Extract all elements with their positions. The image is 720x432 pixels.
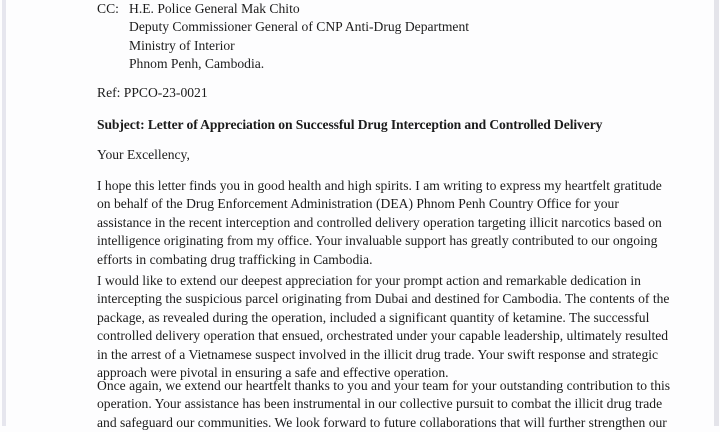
- paragraph-2: [97, 272, 697, 382]
- page-edge-left: [2, 0, 6, 426]
- salutation: Your Excellency,: [97, 147, 190, 162]
- paragraph-line: and safeguard our communities. We look forward to future collaborations that will further strengthen our: [97, 414, 667, 430]
- paragraph-line: in the arrest of a Vietnamese suspect involved in the illicit drug trade. Your swift response and strategic: [97, 346, 659, 362]
- paragraph-line: operation. Your assistance has been instrumental in our collective pursuit to combat the illicit drug trade: [97, 396, 663, 412]
- reference-number: Ref: PPCO-23-0021: [97, 85, 208, 100]
- paragraph-line: package, as revealed during the operation, included a significant quantity of ketamine. The successful: [97, 309, 650, 325]
- cc-recipient: [129, 0, 469, 74]
- subject-line: Subject: Letter of Appreciation on Successful Drug Interception and Controlled Delivery: [97, 117, 603, 132]
- page-edge-right: [714, 0, 719, 426]
- paragraph-1: [97, 177, 697, 269]
- cc-line: Deputy Commissioner General of CNP Anti-Drug Department: [129, 19, 470, 35]
- paragraph-3: [97, 377, 697, 432]
- cc-line: H.E. Police General Mak Chito: [129, 1, 300, 16]
- paragraph-line: assistance in the recent interception and controlled delivery operation targeting illicit narcotics based on: [97, 214, 662, 230]
- paragraph-line: approach were pivotal in ensuring a safe and effective operation.: [97, 365, 449, 381]
- cc-line: Phnom Penh, Cambodia.: [129, 56, 265, 72]
- paragraph-line: intelligence originating from my office. Your invaluable support has greatly contributed to our ongoing: [97, 233, 658, 249]
- paragraph-line: efforts in combating drug trafficking in Cambodia.: [97, 251, 373, 267]
- cc-line: Ministry of Interior: [129, 37, 235, 53]
- paragraph-line: controlled delivery operation that ensued, orchestrated under your capable leadership, ultimately resulted: [97, 328, 669, 344]
- paragraph-line: intercepting the suspicious parcel originating from Dubai and destined for Cambodia. The contents of the: [97, 291, 670, 307]
- cc-label: CC:: [97, 1, 119, 16]
- paragraph-line: on behalf of the Drug Enforcement Administration (DEA) Phnom Penh Country Office for your: [97, 196, 619, 212]
- paragraph-line: I hope this letter finds you in good health and high spirits. I am writing to express my heartfelt gratitude: [97, 178, 662, 193]
- paragraph-line: I would like to extend our deepest appreciation for your prompt action and remarkable dedication in: [97, 273, 641, 288]
- paragraph-line: Once again, we extend our heartfelt thanks to you and your team for your outstanding contribution to this: [97, 378, 671, 393]
